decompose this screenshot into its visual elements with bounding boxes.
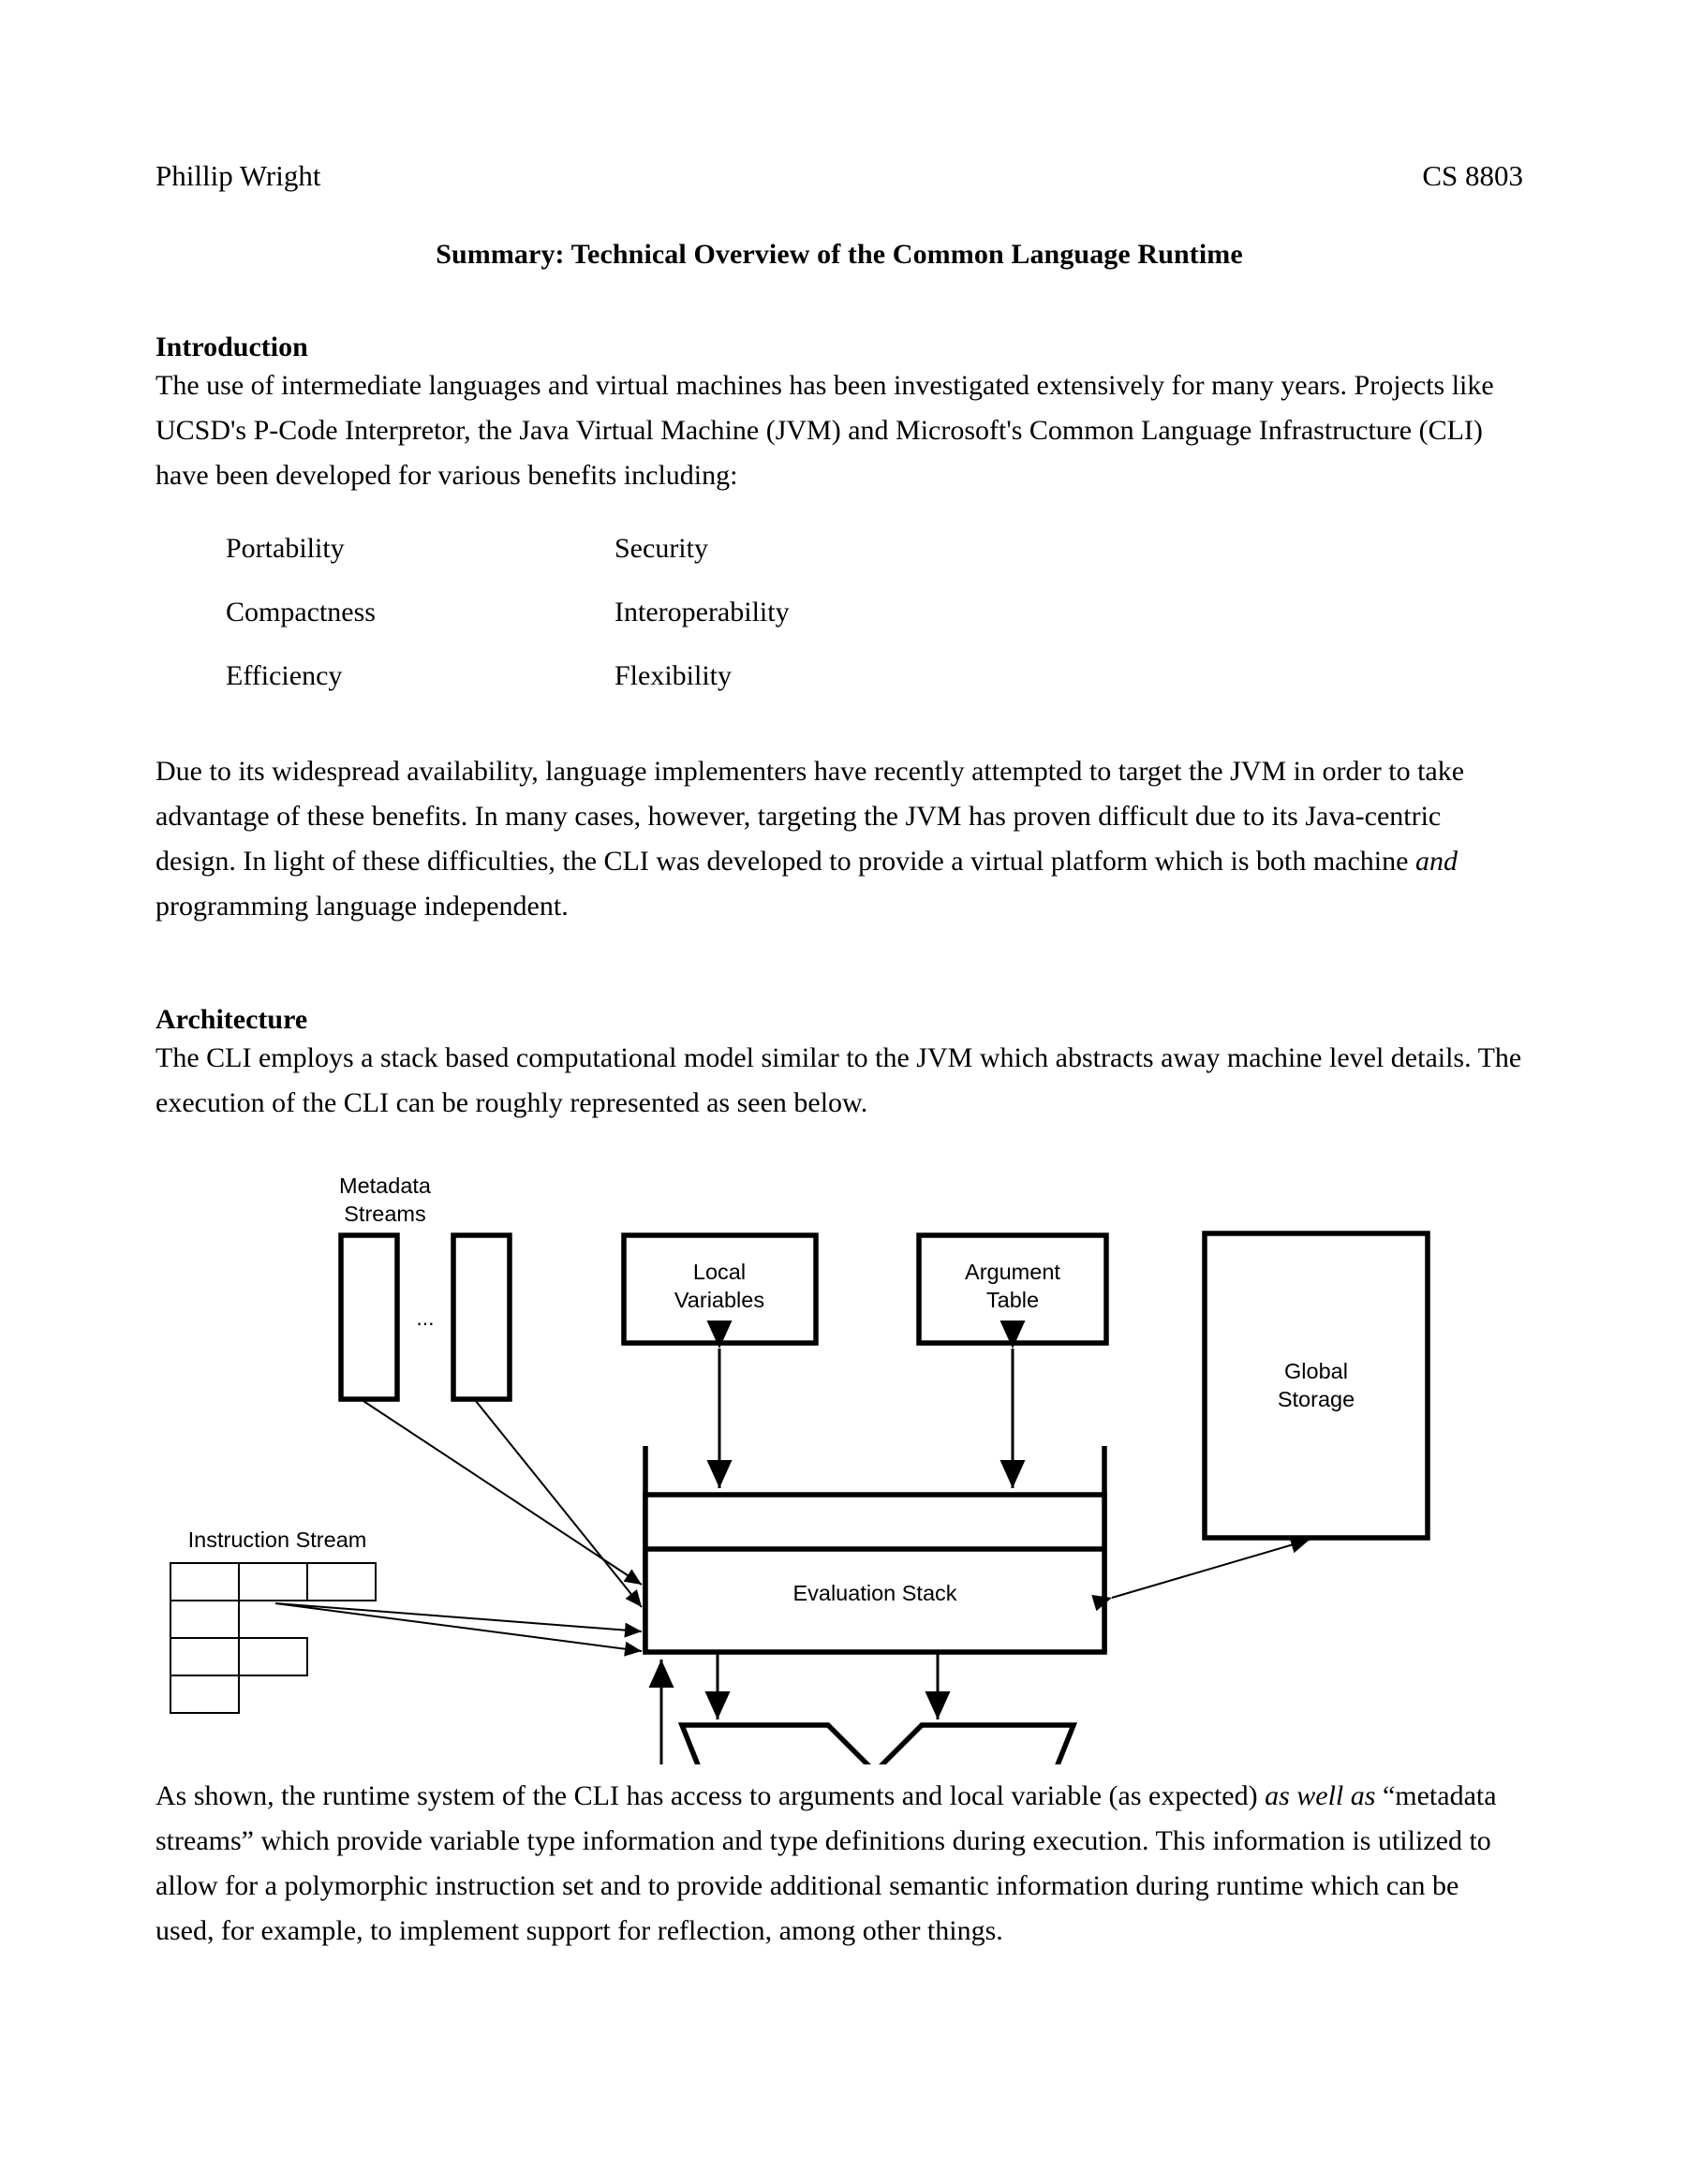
instruction-cell: [170, 1675, 239, 1713]
author-name: Phillip Wright: [155, 159, 321, 192]
benefit-row: [155, 526, 1523, 571]
introduction-paragraph-1: The use of intermediate languages and virtual machines has been investigated extensively for many years. Projects like UCSD's P-Code Interpretor, the Java Virtual Machine (JVM) and Microsoft's Common Language Infrastructure (CLI) have been developed for various benefits including:: [155, 369, 1494, 491]
instruction-cell: [239, 1638, 307, 1675]
instruction-cell: [170, 1601, 239, 1638]
local-variables-label-line2: Variables: [674, 1287, 765, 1312]
benefit-item: Security: [614, 532, 708, 564]
benefit-item: Interoperability: [614, 596, 790, 627]
section-heading-architecture: Architecture: [155, 1003, 308, 1035]
global-storage-label-line1: Global: [1284, 1358, 1348, 1383]
benefit-row: [155, 590, 1523, 635]
benefit-item: Flexibility: [614, 659, 733, 691]
page-header: [155, 0, 1523, 192]
metadata-streams-label-line2: Streams: [344, 1201, 426, 1226]
metadata-stream-box-1: [341, 1235, 397, 1399]
arch-p2-emphasis: as well as: [1265, 1779, 1376, 1811]
benefits-list: [155, 526, 1523, 699]
metadata-stream-1-connector: [363, 1401, 642, 1585]
arch-p2-text-a: As shown, the runtime system of the CLI has access to arguments and local variable (as expected): [155, 1779, 1266, 1811]
argument-table-label-line1: Argument: [965, 1259, 1060, 1284]
global-storage-box: [1205, 1233, 1428, 1538]
intro-p2-emphasis: and: [1414, 845, 1458, 877]
cli-execution-diagram: [155, 1165, 1523, 1764]
architecture-paragraph-2: [155, 1774, 1523, 1954]
metadata-stream-box-2: [453, 1235, 510, 1399]
evaluation-stack-box: [645, 1495, 1104, 1652]
document-title: Summary: Technical Overview of the Common Language Runtime: [436, 238, 1243, 270]
alu-shape: [682, 1725, 1074, 1764]
metadata-streams-label-line1: Metadata: [339, 1173, 431, 1198]
global-storage-label-line2: Storage: [1277, 1386, 1355, 1411]
introduction-paragraph-2: [155, 749, 1523, 929]
instruction-stream-label: Instruction Stream: [187, 1527, 367, 1552]
benefit-item: Portability: [226, 532, 345, 564]
metadata-stream-2-connector: [476, 1401, 642, 1607]
intro-p2-text-b: programming language independent.: [155, 890, 569, 922]
argument-table-label-line2: Table: [985, 1287, 1040, 1312]
course-code: CS 8803: [1422, 159, 1523, 192]
local-variables-label-line1: Local: [692, 1259, 747, 1284]
instruction-cell: [239, 1563, 307, 1601]
benefit-item: Compactness: [226, 596, 376, 627]
metadata-streams-ellipsis: ...: [416, 1305, 435, 1330]
benefit-row: [155, 654, 1523, 699]
instruction-cell: [170, 1638, 239, 1675]
arch-p2-text-b: “metadata streams” which provide variable type information and type definitions during execution. This information is utilized to allow for a polymorphic instruction set and to provide additional semantic information during runtime which can be used, for example, to implement support for reflection, among other things.: [155, 1779, 1497, 1946]
global-storage-stack-arrow: [1112, 1540, 1310, 1598]
architecture-paragraph-1: The CLI employs a stack based computational model similar to the JVM which abstracts away machine level details. The execution of the CLI can be roughly represented as seen below.: [155, 1041, 1522, 1118]
intro-p2-text-a: Due to its widespread availability, language implementers have recently attempted to target the JVM in order to take advantage of these benefits. In many cases, however, targeting the JVM has proven difficult due to its Java-centric design. In light of these difficulties, the CLI was developed to provide a virtual platform which is both machine: [155, 755, 1465, 877]
section-heading-introduction: Introduction: [155, 331, 308, 362]
benefit-item: Efficiency: [226, 659, 343, 691]
document-content: [155, 0, 1523, 1954]
evaluation-stack-label: Evaluation Stack: [792, 1580, 957, 1605]
instruction-cell: [170, 1563, 239, 1601]
instruction-cell: [307, 1563, 376, 1601]
